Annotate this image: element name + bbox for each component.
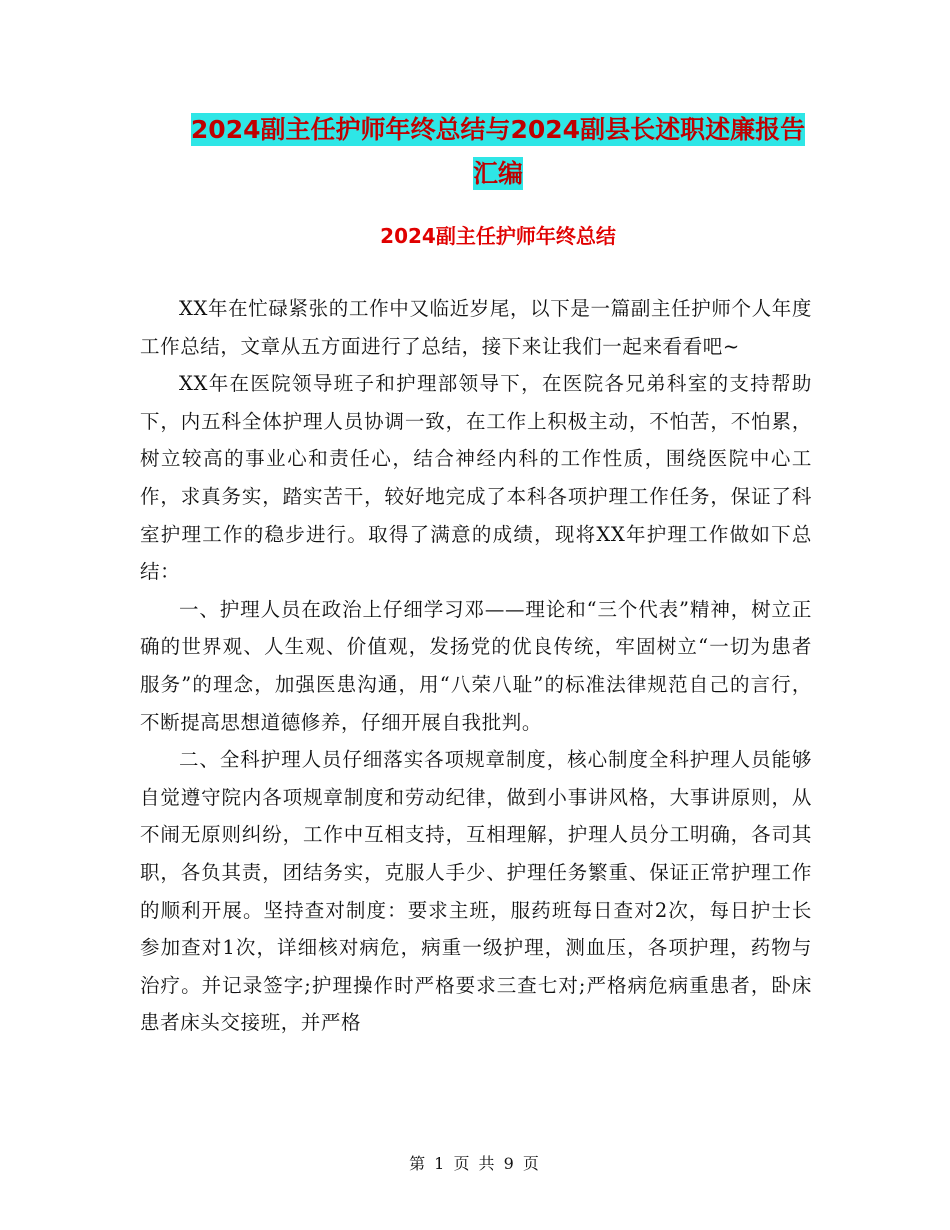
section-title: 2024副主任护师年终总结: [380, 224, 616, 248]
paragraph-intro: XX年在忙碌紧张的工作中又临近岁尾，以下是一篇副主任护师个人年度工作总结，文章从五方面进行了总结，接下来让我们一起来看看吧~: [140, 297, 812, 358]
document-title: [140, 108, 856, 196]
paragraph-overview: XX年在医院领导班子和护理部领导下，在医院各兄弟科室的支持帮助下，内五科全体护理人员协调一致，在工作上积极主动，不怕苦，不怕累，树立较高的事业心和责任心，结合神经内科的工作性质，围绕医院中心工作，求真务实，踏实苦干，较好地完成了本科各项护理工作任务，保证了科室护理工作的稳步进行。取得了满意的成绩，现将XX年护理工作做如下总结：: [140, 372, 812, 584]
title-line-2: 汇编: [472, 159, 523, 188]
paragraph-politics: 一、护理人员在政治上仔细学习邓——理论和“三个代表”精神，树立正确的世界观、人生观、价值观，发扬党的优良传统，牢固树立“一切为患者服务”的理念，加强医患沟通，用“八荣八耻”的标准法律规范自己的言行，不断提高思想道德修养，仔细开展自我批判。: [140, 597, 812, 734]
title-line-1: 2024副主任护师年终总结与2024副县长述职述廉报告: [190, 115, 806, 144]
document-body: [140, 290, 812, 1042]
paragraph-rules: 二、全科护理人员仔细落实各项规章制度，核心制度全科护理人员能够自觉遵守院内各项规章制度和劳动纪律，做到小事讲风格，大事讲原则，从不闹无原则纠纷，工作中互相支持，互相理解，护理人员分工明确，各司其职，各负其责，团结务实，克服人手少、护理任务繁重、保证正常护理工作的顺利开展。坚持查对制度：要求主班，服药班每日查对2次，每日护士长参加查对1次，详细核对病危，病重一级护理，测血压，各项护理，药物与治疗。并记录签字;护理操作时严格要求三查七对;严格病危病重患者，卧床患者床头交接班，并严格: [140, 748, 812, 1035]
page-footer: 第 1 页 共 9 页: [409, 1154, 541, 1173]
